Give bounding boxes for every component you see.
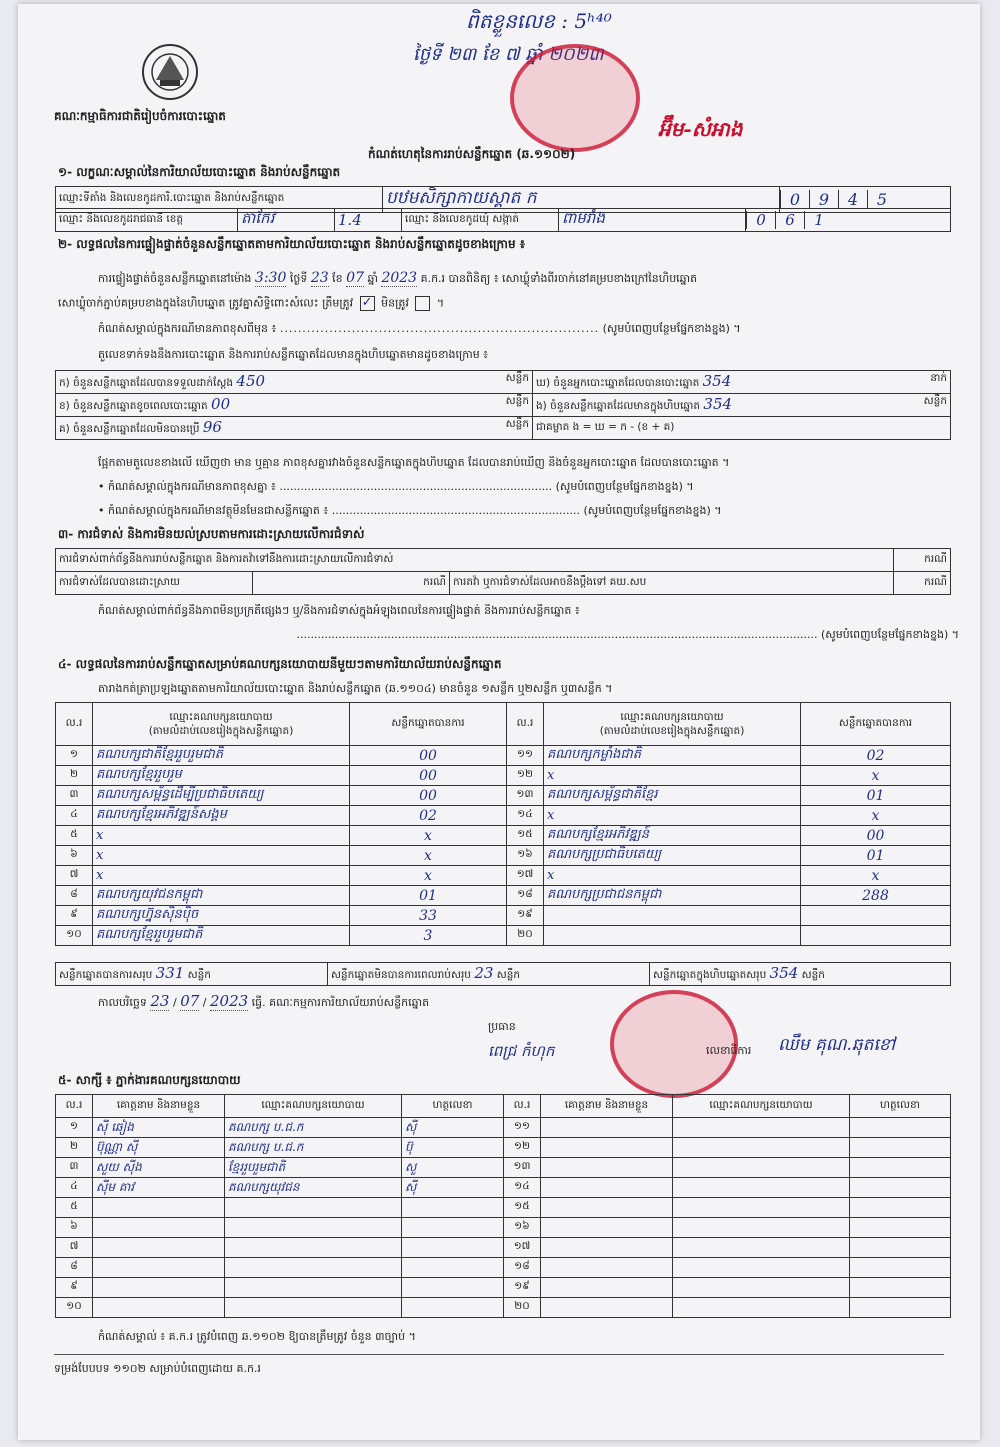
witness-name-right: [541, 1238, 673, 1258]
witness-party: [225, 1238, 402, 1258]
province-value: តាកែវ: [238, 209, 335, 232]
verification-text: ការផ្ទៀងផ្ទាត់ចំនួនសន្លឹកឆ្នោតនៅម៉ោង: [98, 272, 252, 285]
verification-text-b: គ.ក.រ បានពិនិត្យ ៖ សោឃ្លុំទាំងពីរចាក់នៅគម្របខាងក្រៅនៃហិបឆ្នោត: [420, 272, 698, 285]
witness-row: [56, 1178, 951, 1198]
witness-row: [56, 1298, 951, 1318]
witness-name-right: [541, 1138, 673, 1158]
witness-row: [56, 1258, 951, 1278]
party-votes: x: [350, 826, 507, 846]
bullet-diff-fill: (សូមបំពេញបន្ថែមផ្នែកខាងខ្នង) ។: [555, 480, 694, 493]
witness-party-right: [673, 1158, 850, 1178]
figure-d-value: 354: [702, 372, 732, 390]
witness-number: ៦: [56, 1218, 93, 1238]
total-box: [650, 963, 951, 986]
lock-text: សោឃ្លុំចាក់ភ្ជាប់គម្របខាងក្នុងនៃហិបឆ្នោត ត្រូវគ្នាសិទ្ធិពោះសំលេះ ត្រឹមត្រូវ: [58, 296, 354, 310]
party-votes-right: x: [801, 866, 951, 886]
party-name: គណបក្សជាតិខ្មែររួបរួមជាតិ: [93, 746, 350, 766]
row-number-right: ២០: [507, 926, 544, 946]
chair-signature: ពេជ្រ កំហុក: [488, 1042, 555, 1060]
row-number: ៨: [56, 886, 93, 906]
witness-name-right: [541, 1258, 673, 1278]
row-number-right: ១២: [507, 766, 544, 786]
witness-signature-right: [850, 1218, 951, 1238]
col-no-right: ល.រ: [507, 703, 544, 746]
col-party: [93, 703, 350, 746]
party-votes-right: 01: [801, 846, 951, 866]
month-label: ខែ: [332, 272, 343, 285]
date-month: 07: [180, 992, 200, 1010]
witness-party-right: [673, 1298, 850, 1318]
results-table: [55, 702, 951, 946]
result-row: [56, 806, 951, 826]
objection-resolved-label: ការជំទាស់ដែលបានដោះស្រាយ: [56, 572, 253, 595]
total-valid-value: 331: [155, 964, 185, 982]
witness-party: [225, 1258, 402, 1278]
irregularity-fill: ..................................................................................................................................................... (សូមបំពេញបន្ថែមផ្នែកខាងខ្នង) ។: [296, 628, 959, 641]
party-name: គណបក្សខ្មែររួបរួម: [93, 766, 350, 786]
figure-a-label: ក) ចំនួនសន្លឹកឆ្នោតដែលបានទទួលដាក់ស្តែង: [59, 377, 234, 389]
row-number-right: ១៣: [507, 786, 544, 806]
party-name-right: គណបក្សខ្មែរអភិវឌ្ឍន៍: [544, 826, 801, 846]
station-digit: 0: [780, 190, 809, 209]
witness-signature-right: [850, 1198, 951, 1218]
witness-name: [93, 1238, 225, 1258]
total-invalid-label: សន្លឹកឆ្នោតមិនបានការពេលរាប់សរុប: [331, 969, 471, 981]
party-name: គណបក្សខ្មែររួបរួមជាតិ: [93, 926, 350, 946]
witness-signature-right: [850, 1298, 951, 1318]
station-digit: 9: [809, 190, 838, 209]
witness-number: ៨: [56, 1258, 93, 1278]
party-votes: 00: [350, 746, 507, 766]
witness-party-right: [673, 1238, 850, 1258]
diff-note-label: កំណត់សម្គាល់ក្នុងករណីមានភាពខុសពីមុន ៖: [98, 322, 277, 335]
col-party-sub: (តាមលំដាប់លេខរៀងក្នុងសន្លឹកឆ្នោត): [148, 725, 294, 737]
w-col-no: ល.រ: [56, 1095, 93, 1118]
objection-row1-cases: ករណី: [894, 549, 951, 572]
total-box-label: សន្លឹកឆ្នោតក្នុងហិបឆ្នោតសរុប: [653, 969, 767, 981]
figure-b-value: 00: [211, 395, 231, 413]
section4-title: ៤- លទ្ធផលនៃការរាប់សន្លឹកឆ្នោតសម្រាប់គណបក្សនយោបាយនីមួយៗតាមការិយាល័យរាប់សន្លឹកឆ្នោត: [58, 657, 502, 671]
party-votes-right: 02: [801, 746, 951, 766]
figure-e: [533, 394, 951, 417]
figure-c-label: គ) ចំនួនសន្លឹកឆ្នោតដែលមិនបានប្រើ: [59, 423, 200, 435]
province-label: ឈ្មោះ និងលេខកូដរាជធានី ខេត្ត: [56, 209, 238, 232]
section4-intro: តារាងកត់ត្រាប្រឡងឆ្នោតតាមការិយាល័យបោះឆ្នោត និងរាប់សន្លឹកឆ្នោត (ឆ.១១០៤) មានចំនួន ១សន្លឹក ឬ២សន្លឹក ឬ៣សន្លឹក ។: [98, 682, 613, 695]
witness-name: [93, 1298, 225, 1318]
w-col-party-right: ឈ្មោះគណបក្សនយោបាយ: [673, 1095, 850, 1118]
irregularity-note: កំណត់សម្គាល់ពាក់ព័ន្ធនឹងភាពមិនប្រក្រតីផ្សេងៗ ឬ/និងការជំទាស់ក្នុងអំឡុងពេលនៃការផ្ទៀងផ្ទាត់ និងការរាប់សន្លឹកឆ្នោត ៖: [98, 604, 580, 617]
w-col-no-right: ល.រ: [504, 1095, 541, 1118]
row-number-right: ១៦: [507, 846, 544, 866]
total-box-unit: សន្លឹក: [801, 969, 825, 981]
party-votes: 00: [350, 786, 507, 806]
province-table: [55, 208, 951, 232]
figure-e-unit: សន្លឹក: [923, 395, 947, 407]
figure-a-unit: សន្លឹក: [505, 372, 529, 384]
verification-month: 07: [346, 270, 364, 286]
witness-number-right: ១៨: [504, 1258, 541, 1278]
bullet-object: • កំណត់សម្គាល់ក្នុងករណីមានវត្ថុមិនមែនជាសន្លឹកឆ្នោត ៖ ....................................................................... (សូមបំពេញបន្ថែមផ្នែកខាងខ្នង) ។: [98, 504, 722, 517]
footer-note: កំណត់សម្គាល់ ៖ គ.ក.រ ត្រូវបំពេញ ឆ.១១០២ ឱ្យបានត្រឹមត្រូវ ចំនួន ៣ច្បាប់ ។: [98, 1330, 416, 1343]
checkbox-wrong[interactable]: [415, 296, 430, 311]
col-party-label: ឈ្មោះគណបក្សនយោបាយ: [169, 711, 273, 723]
row-number: ១: [56, 746, 93, 766]
witness-signature-right: [850, 1118, 951, 1138]
party-votes-right: [801, 906, 951, 926]
total-box-value: 354: [769, 964, 799, 982]
row-number: ១០: [56, 926, 93, 946]
bullet-diff: • កំណត់សម្គាល់ក្នុងករណីមានភាពខុសគ្នា ៖ .............................................................................. (សូមបំពេញបន្ថែមផ្នែកខាងខ្នង) ។: [98, 480, 694, 493]
witness-number-right: ១៩: [504, 1278, 541, 1298]
witness-row: [56, 1198, 951, 1218]
party-name: គណបក្សសម្ព័ន្ធដើម្បីប្រជាធិបតេយ្យ: [93, 786, 350, 806]
witness-number-right: ១៧: [504, 1238, 541, 1258]
witness-number-right: ១១: [504, 1118, 541, 1138]
figure-e-label: ង) ចំនួនសន្លឹកឆ្នោតដែលមានក្នុងហិបឆ្នោត: [536, 400, 701, 412]
party-votes-right: 288: [801, 886, 951, 906]
party-name-right: x: [544, 806, 801, 826]
witness-row: [56, 1218, 951, 1238]
row-number: ២: [56, 766, 93, 786]
signature-top: អ៊ឹម-សំអាង: [658, 117, 743, 141]
party-votes-right: 00: [801, 826, 951, 846]
witness-signature: ប៊ុ: [402, 1138, 504, 1158]
official-seal-top: [510, 44, 640, 152]
party-votes: x: [350, 866, 507, 886]
figure-c: [56, 417, 533, 440]
witness-number-right: ១៤: [504, 1178, 541, 1198]
witness-name-right: [541, 1298, 673, 1318]
result-row: [56, 846, 951, 866]
w-col-name-right: គោត្តនាម និងនាមខ្លួន: [541, 1095, 673, 1118]
witness-party-right: [673, 1218, 850, 1238]
chair-label: ប្រធាន: [488, 1020, 516, 1033]
results-body: [56, 746, 951, 946]
diff-note-line: កំណត់សម្គាល់ក្នុងករណីមានភាពខុសពីមុន ៖ ....................................................................... (សូមបំពេញបន្ថែមផ្នែកខាងខ្នង) ។: [98, 322, 741, 335]
station-label: ឈ្មោះទីតាំង និងលេខកូដការិ.បោះឆ្នោត និងរាប់សន្លឹកឆ្នោត: [56, 187, 383, 213]
row-number-right: ១៤: [507, 806, 544, 826]
witness-signature: ស៊ី: [402, 1178, 504, 1198]
result-row: [56, 786, 951, 806]
year-label: ឆ្នាំ: [367, 272, 378, 285]
witness-party-right: [673, 1258, 850, 1278]
objection-row1-label: ការជំទាស់ពាក់ព័ន្ធនឹងការរាប់សន្លឹកឆ្នោត និងការតវ៉ាទៅនឹងការដោះស្រាយលើការជំទាស់: [56, 549, 894, 572]
committee-name: គណៈកម្មាធិការជាតិរៀបចំការបោះឆ្នោត: [54, 109, 226, 123]
party-name-right: [544, 906, 801, 926]
party-votes: 00: [350, 766, 507, 786]
witness-name: សួយ ស៊ីង: [93, 1158, 225, 1178]
witness-party-right: [673, 1138, 850, 1158]
row-number: ៩: [56, 906, 93, 926]
witness-signature: សួ: [402, 1158, 504, 1178]
party-name: x: [93, 826, 350, 846]
row-number: ៥: [56, 826, 93, 846]
witness-signature-right: [850, 1238, 951, 1258]
party-votes: 02: [350, 806, 507, 826]
total-invalid-value: 23: [474, 964, 494, 982]
witness-party: [225, 1198, 402, 1218]
party-name-right: គណបក្សកម្លាំងជាតិ: [544, 746, 801, 766]
figure-a: [56, 371, 533, 394]
witness-party: [225, 1218, 402, 1238]
verification-time: 3:30: [254, 270, 287, 286]
witness-party: [225, 1278, 402, 1298]
station-digit: 4: [838, 190, 867, 209]
checkbox-correct[interactable]: ✓: [360, 296, 375, 311]
w-col-party: ឈ្មោះគណបក្សនយោបាយ: [225, 1095, 402, 1118]
witness-signature-right: [850, 1138, 951, 1158]
lock-text-wrong: មិនត្រូវ: [381, 296, 409, 310]
row-number-right: ១៩: [507, 906, 544, 926]
figure-c-unit: សន្លឹក: [505, 418, 529, 430]
verification-year: 2023: [381, 270, 418, 286]
figure-d: [533, 371, 951, 394]
witness-signature: [402, 1198, 504, 1218]
objection-appeal-label: ការតវ៉ា ឬការជំទាស់ដែលអាចនឹងប្ដឹងទៅ គឃ.សប: [450, 572, 894, 595]
col-votes: សន្លឹកឆ្នោតបានការ: [350, 703, 507, 746]
result-row: [56, 866, 951, 886]
party-votes-right: 01: [801, 786, 951, 806]
witness-row: [56, 1138, 951, 1158]
date-year: 2023: [209, 992, 249, 1010]
witness-signature: [402, 1258, 504, 1278]
figure-d-unit: នាក់: [930, 372, 947, 384]
row-number: ៣: [56, 786, 93, 806]
section1-title: ១- លក្ខណៈសម្គាល់នៃការិយាល័យបោះឆ្នោត និងរាប់សន្លឹកឆ្នោត: [58, 165, 341, 179]
section5-title: ៥- សាក្សី ៖ ភ្នាក់ងារគណបក្សនយោបាយ: [58, 1073, 241, 1087]
witness-name-right: [541, 1278, 673, 1298]
witness-name: ប៊ុណ្ណា ស៊ី: [93, 1138, 225, 1158]
witness-party: [225, 1298, 402, 1318]
commune-digit: 1: [804, 211, 833, 229]
w-col-name: គោត្តនាម និងនាមខ្លួន: [93, 1095, 225, 1118]
row-number-right: ១៧: [507, 866, 544, 886]
station-digit: 5: [867, 190, 896, 209]
figures-table: [55, 370, 951, 440]
result-row: [56, 906, 951, 926]
witness-signature-right: [850, 1178, 951, 1198]
witness-name-right: [541, 1198, 673, 1218]
footer-form-id: ទម្រង់បែបបទ ១១០២ សម្រាប់បំពេញដោយ គ.ក.រ: [54, 1362, 261, 1375]
witness-number-right: ១៥: [504, 1198, 541, 1218]
commune-digit: 0: [746, 211, 775, 229]
witness-number: ១: [56, 1118, 93, 1138]
party-name: គណបក្សយុវជនកម្ពុជា: [93, 886, 350, 906]
figure-c-value: 96: [202, 418, 222, 436]
total-valid-unit: សន្លឹក: [187, 969, 211, 981]
party-name-right: x: [544, 866, 801, 886]
row-number-right: ១៨: [507, 886, 544, 906]
witness-table: [55, 1094, 951, 1318]
verification-day: 23: [310, 270, 329, 286]
emblem-logo: [136, 42, 204, 102]
witness-signature-right: [850, 1158, 951, 1178]
witness-name: [93, 1278, 225, 1298]
witness-party: គណបក្ស ប.ជ.ក: [225, 1118, 402, 1138]
result-row: [56, 826, 951, 846]
witness-number: ៩: [56, 1278, 93, 1298]
witness-name-right: [541, 1218, 673, 1238]
witness-party-right: [673, 1278, 850, 1298]
station-value: បឋមសិក្សាកាយស្គាត ក: [383, 187, 780, 213]
witness-number: ៣: [56, 1158, 93, 1178]
witness-number: ៥: [56, 1198, 93, 1218]
commune-code: [746, 209, 951, 232]
lock-line: សោឃ្លុំចាក់ភ្ជាប់គម្របខាងក្នុងនៃហិបឆ្នោត ត្រូវគ្នាសិទ្ធិពោះសំលេះ ត្រឹមត្រូវ ✓ មិនត្រូវ ។: [58, 296, 445, 310]
witness-name: ស៊ីម គាវ: [93, 1178, 225, 1198]
witness-number: ១០: [56, 1298, 93, 1318]
bullet-object-label: • កំណត់សម្គាល់ក្នុងករណីមានវត្ថុមិនមែនជាសន្លឹកឆ្នោត ៖: [98, 504, 329, 517]
party-votes: 01: [350, 886, 507, 906]
result-row: [56, 746, 951, 766]
party-votes: 3: [350, 926, 507, 946]
secretary-signature: ឈឹម គុណ.ឆុតខៅ: [778, 1035, 896, 1055]
figure-b-unit: សន្លឹក: [505, 395, 529, 407]
date-day: 23: [150, 992, 170, 1010]
party-votes-right: [801, 926, 951, 946]
figure-e-value: 354: [703, 395, 733, 413]
witness-signature: ស៊ី: [402, 1118, 504, 1138]
party-votes: 33: [350, 906, 507, 926]
figure-b: [56, 394, 533, 417]
witness-party: គណបក្ស ប.ជ.ក: [225, 1138, 402, 1158]
party-name: x: [93, 866, 350, 886]
figures-intro: តួលេខទាក់ទងនឹងការបោះឆ្នោត និងការរាប់សន្លឹកឆ្នោតដែលមានក្នុងហិបឆ្នោតមានដូចខាងក្រោម ៖: [98, 348, 489, 361]
row-number: ៦: [56, 846, 93, 866]
party-votes-right: x: [801, 766, 951, 786]
col-party-right-sub: (តាមលំដាប់លេខរៀងក្នុងសន្លឹកឆ្នោត): [599, 725, 745, 737]
total-valid-label: សន្លឹកឆ្នោតបានការសរុប: [59, 969, 153, 981]
totals-table: [55, 962, 951, 986]
w-col-sign-right: ហត្ថលេខា: [850, 1095, 951, 1118]
row-number: ៤: [56, 806, 93, 826]
section3-title: ៣- ការជំទាស់ និងការមិនយល់ស្របតាមការដោះស្រាយលើការជំទាស់: [58, 527, 365, 541]
party-votes: x: [350, 846, 507, 866]
irregularity-fill-text: (សូមបំពេញបន្ថែមផ្នែកខាងខ្នង) ។: [820, 628, 959, 641]
witness-number-right: ២០: [504, 1298, 541, 1318]
form-sheet: [18, 4, 980, 1440]
form-title: កំណត់ហេតុនៃការរាប់សន្លឹកឆ្នោត (ឆ.១១០២): [368, 147, 576, 161]
bullet-diff-label: • កំណត់សម្គាល់ក្នុងករណីមានភាពខុសគ្នា ៖: [98, 480, 276, 493]
party-name-right: [544, 926, 801, 946]
witness-party: ខ្មែររួបរួមជាតិ: [225, 1158, 402, 1178]
witness-row: [56, 1158, 951, 1178]
col-no: ល.រ: [56, 703, 93, 746]
commune-value: ពាមរាំង: [559, 209, 746, 232]
witness-number: ២: [56, 1138, 93, 1158]
witness-number-right: ១៦: [504, 1218, 541, 1238]
commune-label: ឈ្មោះ និងលេខកូដឃុំ សង្កាត់: [402, 209, 559, 232]
party-name-right: គណបក្សប្រជាធិបតេយ្យ: [544, 846, 801, 866]
signing-date-line: កាលបរិច្ឆេទ 23 / 07 / 2023 ធ្វើ. គណៈកម្មការការិយាល័យរាប់សន្លឹកឆ្នោត: [98, 992, 430, 1010]
footer-rule: [54, 1354, 944, 1355]
col-votes-right: សន្លឹកឆ្នោតបានការ: [801, 703, 951, 746]
witness-signature: [402, 1238, 504, 1258]
province-code: 1.4: [335, 209, 402, 232]
witness-signature: [402, 1298, 504, 1318]
result-row: [56, 926, 951, 946]
w-col-sign: ហត្ថលេខា: [402, 1095, 504, 1118]
verification-line: [98, 270, 958, 288]
witness-signature: [402, 1278, 504, 1298]
day-label: ថ្ងៃទី: [289, 272, 308, 285]
witness-name: ស៊ី ឆៀង: [93, 1118, 225, 1138]
witness-row: [56, 1238, 951, 1258]
figure-b-label: ខ) ចំនួនសន្លឹកឆ្នោតខូចពេលបោះឆ្នោត: [59, 400, 208, 412]
commune-digit: 6: [775, 211, 804, 229]
witness-row: [56, 1278, 951, 1298]
party-name: x: [93, 846, 350, 866]
row-number-right: ១៥: [507, 826, 544, 846]
witness-signature-right: [850, 1278, 951, 1298]
objection-appeal-cases: ករណី: [894, 572, 951, 595]
figure-a-value: 450: [236, 372, 266, 390]
witness-name-right: [541, 1178, 673, 1198]
received-number: ពិតខ្លួនលេខ : 5ʰ⁴⁰: [466, 9, 612, 33]
row-number-right: ១១: [507, 746, 544, 766]
witness-body: [56, 1118, 951, 1318]
witness-name: [93, 1198, 225, 1218]
difference-line: ផ្អែកតាមតួលេខខាងលើ ឃើញថា មាន ឬគ្មាន ភាពខុសគ្នារវាងចំនួនសន្លឹកឆ្នោតក្នុងហិបឆ្នោត ដែលបានរាប់ឃើញ និងចំនួនអ្នកបោះឆ្នោត ដែលបានបោះឆ្នោត ។: [98, 456, 730, 469]
total-valid: [56, 963, 328, 986]
witness-name-right: [541, 1158, 673, 1178]
witness-name-right: [541, 1118, 673, 1138]
received-date: ថ្ងៃទី ២៣ ខែ ៧ ឆ្នាំ ២០២៣: [413, 44, 604, 65]
col-party-right-label: ឈ្មោះគណបក្សនយោបាយ: [620, 711, 724, 723]
row-number: ៧: [56, 866, 93, 886]
party-name: គណបក្សហ្វ៊ុនស៊ិនប៉ិច: [93, 906, 350, 926]
party-name-right: គណបក្សប្រជាជនកម្ពុជា: [544, 886, 801, 906]
witness-number: ៤: [56, 1178, 93, 1198]
objection-resolved-cases: ករណី: [253, 572, 450, 595]
witness-name: [93, 1258, 225, 1278]
diff-note-fill: (សូមបំពេញបន្ថែមផ្នែកខាងខ្នង) ។: [602, 322, 741, 335]
total-invalid-unit: សន្លឹក: [496, 969, 521, 981]
witness-party-right: [673, 1178, 850, 1198]
date-label: កាលបរិច្ឆេទ: [98, 996, 147, 1009]
result-row: [56, 766, 951, 786]
witness-number: ៧: [56, 1238, 93, 1258]
bullet-object-fill: (សូមបំពេញបន្ថែមផ្នែកខាងខ្នង) ។: [583, 504, 722, 517]
result-row: [56, 886, 951, 906]
figure-formula: ជាគម្លាត ង = ឃ = ក - (ខ + គ): [533, 417, 951, 440]
party-votes-right: x: [801, 806, 951, 826]
witness-signature: [402, 1218, 504, 1238]
objection-table: [55, 548, 951, 595]
party-name-right: គណបក្សសម្ព័ន្ធជាតិខ្មែរ: [544, 786, 801, 806]
witness-number-right: ១២: [504, 1138, 541, 1158]
total-invalid: [328, 963, 650, 986]
party-name-right: x: [544, 766, 801, 786]
col-party-right: [544, 703, 801, 746]
section2-title: ២- លទ្ធផលនៃការផ្ទៀងផ្ទាត់ចំនួនសន្លឹកឆ្នោតតាមការិយាល័យបោះឆ្នោត និងរាប់សន្លឹកឆ្នោតដូចខាងក្រោម ៖: [58, 237, 526, 251]
secretary-label: លេខាធិការ: [706, 1044, 752, 1057]
witness-party: គណបក្សយុវជន: [225, 1178, 402, 1198]
party-name: គណបក្សខ្មែរអភិវឌ្ឍន៍សង្គម: [93, 806, 350, 826]
witness-signature-right: [850, 1258, 951, 1278]
witness-row: [56, 1118, 951, 1138]
counting-committee: ធ្វើ. គណៈកម្មការការិយាល័យរាប់សន្លឹកឆ្នោត: [251, 996, 430, 1009]
witness-party-right: [673, 1118, 850, 1138]
witness-number-right: ១៣: [504, 1158, 541, 1178]
witness-party-right: [673, 1198, 850, 1218]
figure-d-label: ឃ) ចំនួនអ្នកបោះឆ្នោតដែលបានបោះឆ្នោត: [536, 377, 700, 389]
witness-name: [93, 1218, 225, 1238]
